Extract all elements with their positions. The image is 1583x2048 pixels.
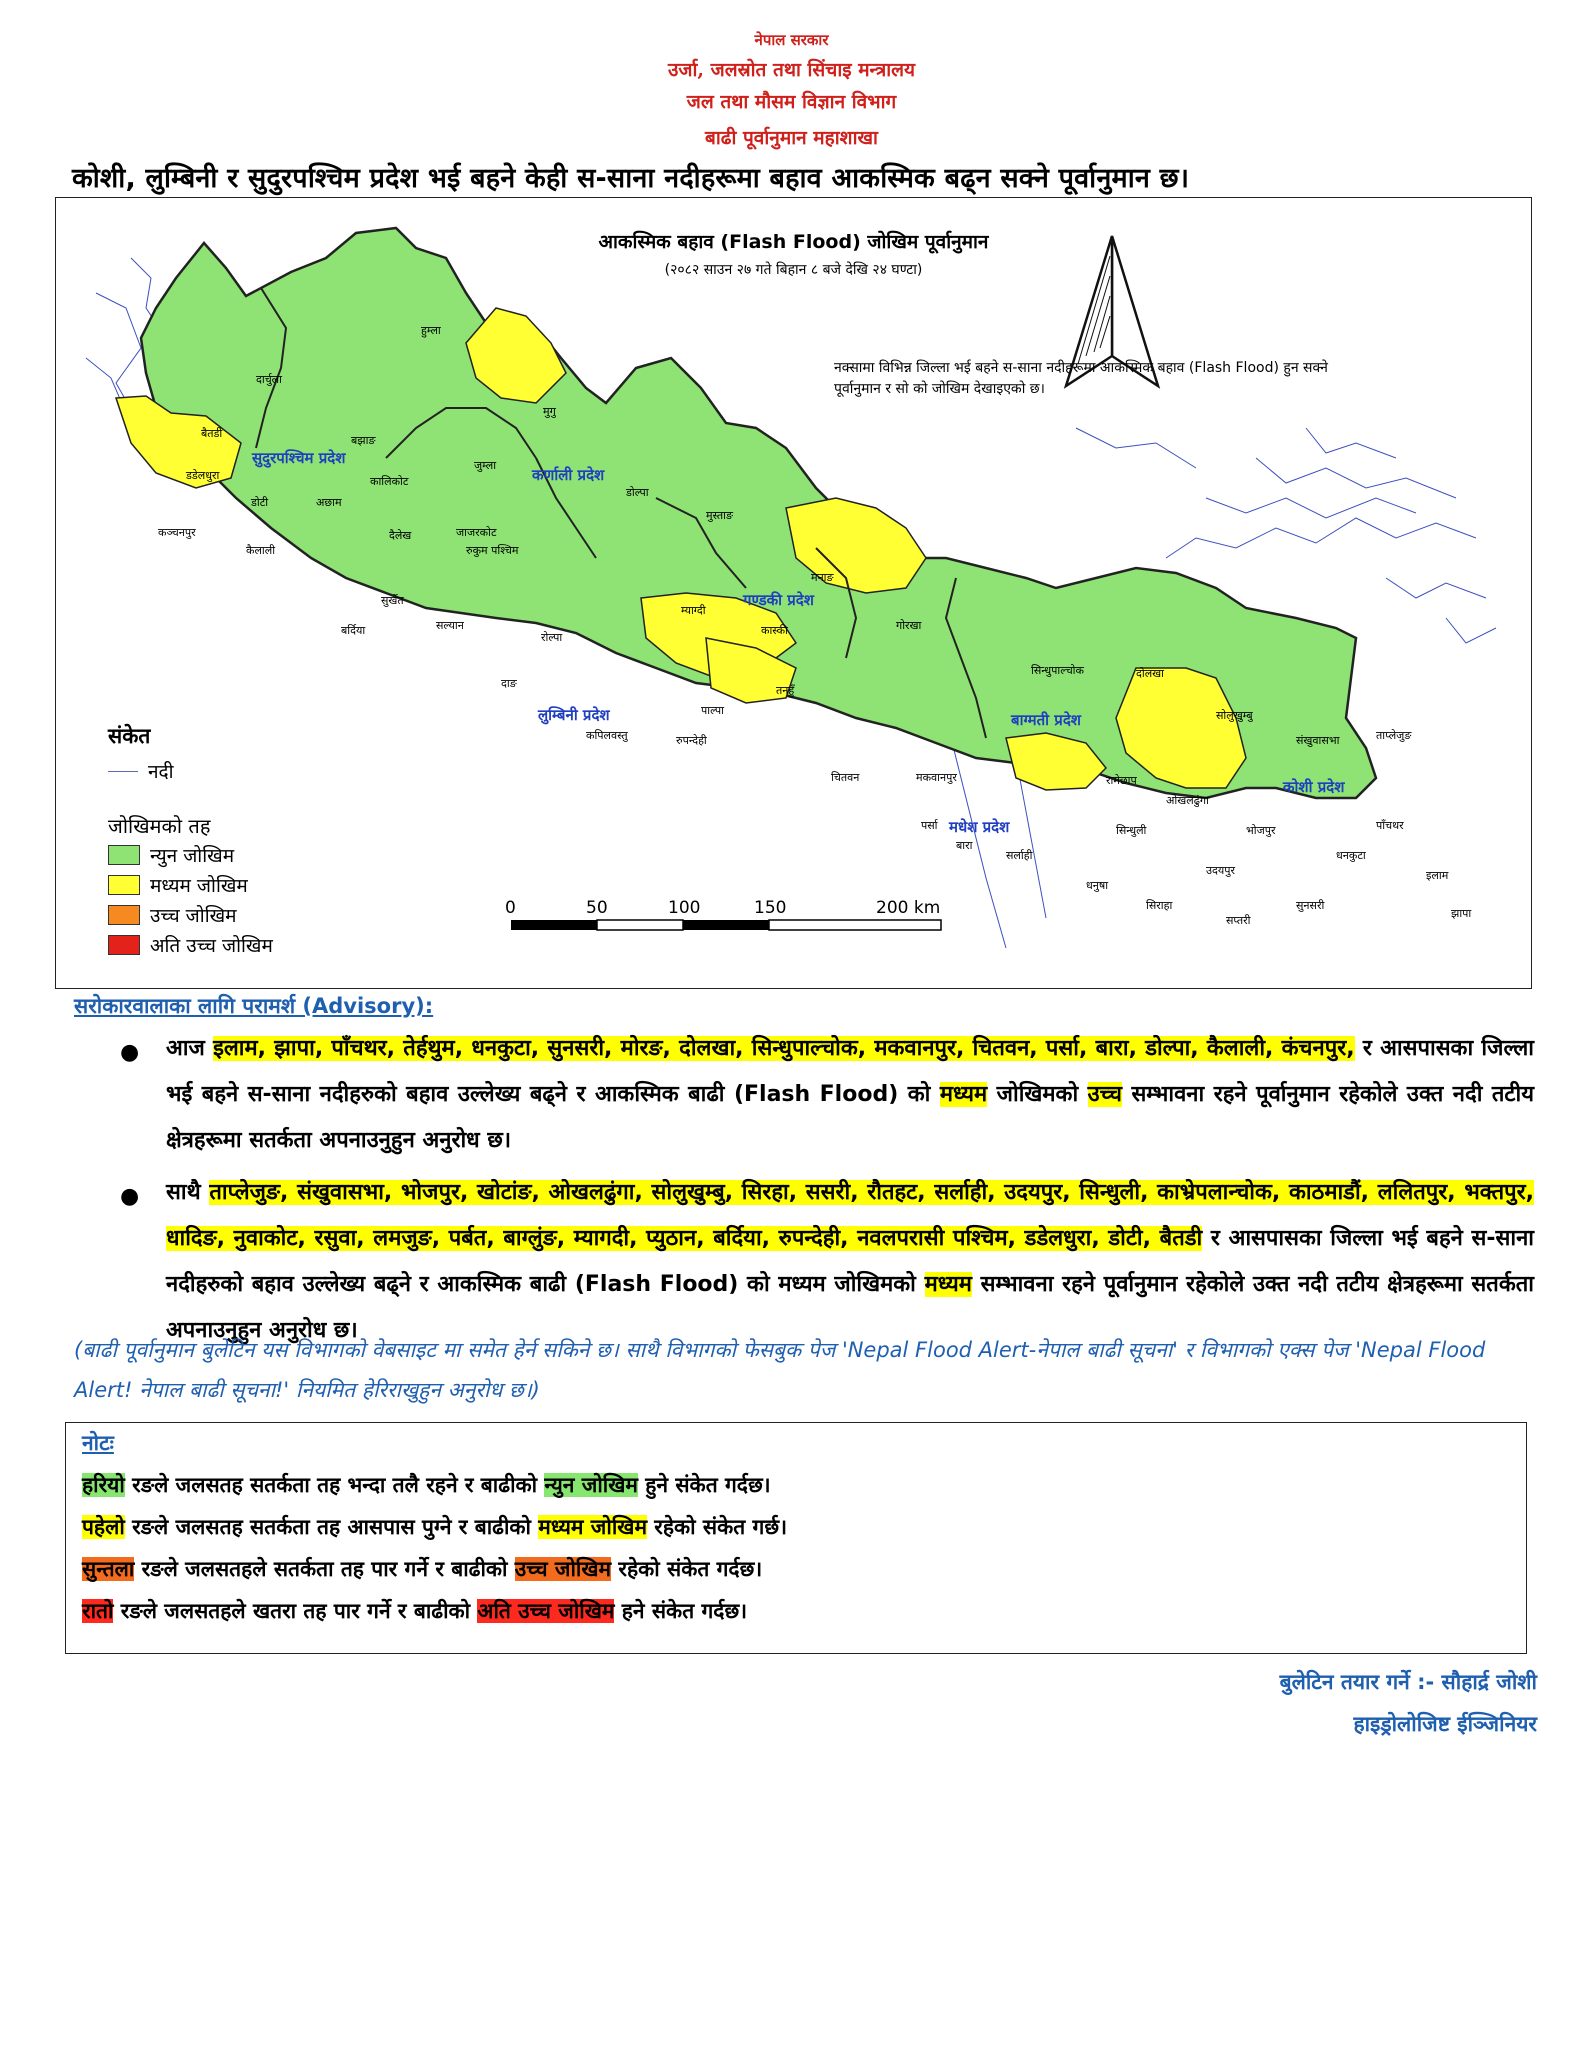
division-name: बाढी पूर्वानुमान महाशाखा [705, 127, 878, 149]
legend-low-label: न्युन जोखिम [150, 845, 235, 867]
district-label: सिन्धुपाल्चोक [1031, 664, 1084, 677]
text-span: सम्भावना रहने पूर्वानुमान रहेकोले उक्त नदी तटीय क्षेत्रहरूमा सतर्कता अपनाउनुहुन अनुरोध छ। [166, 1272, 1534, 1343]
district-label: इलाम [1426, 869, 1449, 882]
medium-risk-swatch [108, 875, 140, 895]
district-label: डडेलधुरा [186, 469, 220, 482]
highlight-medium: मध्यम [924, 1272, 972, 1297]
district-label: कञ्चनपुर [158, 526, 196, 539]
legend-river [108, 758, 174, 784]
ministry-name: उर्जा, जलस्रोत तथा सिंचाइ मन्त्रालय [667, 59, 916, 81]
province-label-madhesh: मधेश प्रदेश [949, 818, 1010, 836]
note-line-green [82, 1471, 771, 1499]
province-label-lumbini: लुम्बिनी प्रदेश [538, 706, 610, 724]
highlight-medium-districts: इलाम, झापा, पाँचथर, तेर्हथुम, धनकुटा, सुनसरी, मोरङ, दोलखा, सिन्धुपाल्चोक, मकवानपुर, चितवन, पर्सा, बारा, डोल्पा, कैलाली, कंचनपुर, [213, 1036, 1355, 1061]
district-label: दाङ [501, 677, 517, 690]
legend-very-high-label: अति उच्च जोखिम [150, 935, 273, 957]
district-label: ओखलढुंगा [1166, 794, 1209, 807]
legend-title: संकेत [108, 724, 151, 748]
note-color-word: हरियो [82, 1473, 125, 1497]
district-label: दोलखा [1136, 667, 1164, 680]
district-label: डोटी [251, 496, 269, 509]
text-span: रहेको संकेत गर्दछ। [611, 1557, 763, 1581]
district-label: म्याग्दी [681, 604, 706, 617]
scale-label: 0 [505, 898, 516, 918]
flash-flood-map [55, 197, 1532, 989]
note-risk-word: मध्यम जोखिम [538, 1515, 647, 1539]
district-label: रुकुम पश्चिम [466, 544, 519, 557]
district-label: जुम्ला [474, 459, 497, 472]
text-span: सम्भावना रहने पूर्वानुमान रहेकोले उक्त नदी तटीय क्षेत्रहरूमा सतर्कता अपनाउनुहुन अनुरोध छ। [166, 1082, 1534, 1153]
text-span: रङले जलसतह सतर्कता तह आसपास पुग्ने र बाढीको [124, 1515, 539, 1539]
district-label: रोल्पा [541, 631, 563, 644]
district-label: रुपन्देही [676, 734, 707, 747]
text-span: आज [166, 1036, 205, 1061]
district-label: बारा [956, 839, 973, 852]
color-note-box [65, 1422, 1527, 1654]
text-span: र आसपासका जिल्ला भई बहने स-साना नदीहरुको बहाव उल्लेख्य बढ्ने र आकस्मिक बाढी (Flash Flood) को मध्यम जोखिमको [166, 1226, 1535, 1297]
text-span: रङले जलसतहले सतर्कता तह पार गर्ने र बाढीको [134, 1557, 515, 1581]
prepared-by-title: हाइड्रोलोजिष्ट ईञ्जिनियर [1353, 1712, 1537, 1736]
prepared-by: बुलेटिन तयार गर्ने :- सौहार्द्र जोशी [1279, 1670, 1537, 1694]
province-label-karnali: कर्णाली प्रदेश [532, 466, 605, 484]
district-label: कास्की [761, 624, 788, 637]
note-line-yellow [82, 1513, 787, 1541]
district-label: सिन्धुली [1116, 824, 1147, 837]
text-span: साथै [166, 1180, 201, 1205]
district-label: उदयपुर [1206, 864, 1235, 877]
legend-medium [108, 872, 248, 898]
map-title: आकस्मिक बहाव (Flash Flood) जोखिम पूर्वानुमान [598, 231, 989, 253]
note-color-word: रातो [82, 1599, 114, 1623]
scale-label: 150 [754, 898, 787, 918]
note-risk-word: उच्च जोखिम [514, 1557, 612, 1581]
scale-label: 200 km [876, 898, 941, 918]
department-name: जल तथा मौसम विज्ञान विभाग [686, 91, 897, 113]
district-label: सर्लाही [1006, 849, 1033, 862]
district-label: ताप्लेजुङ [1376, 729, 1412, 742]
district-label: डोल्पा [626, 486, 649, 499]
text-span: रङले जलसतह सतर्कता तह भन्दा तलै रहने र बाढीको [124, 1473, 545, 1497]
text-span: र आसपासका जिल्ला भई बहने स-साना नदीहरुको बहाव उल्लेख्य बढ्ने र आकस्मिक बाढी (Flash Flood) को [166, 1036, 1534, 1107]
river-line-icon [108, 771, 138, 772]
district-label: मुगु [543, 405, 556, 418]
legend-low [108, 842, 234, 868]
province-label-gandaki: गण्डकी प्रदेश [743, 591, 814, 609]
province-label-sudurpaschim: सुदुरपश्चिम प्रदेश [252, 449, 346, 467]
note-color-word: सुन्तला [82, 1557, 135, 1581]
very-high-risk-swatch [108, 935, 140, 955]
district-label: तनहुँ [776, 684, 795, 697]
district-label: सुनसरी [1296, 899, 1325, 912]
district-label: सोलुखुम्बु [1216, 709, 1253, 722]
high-risk-swatch [108, 905, 140, 925]
legend-river-label: नदी [148, 761, 174, 783]
bullet-dot: ● [120, 1184, 140, 1209]
district-label: संखुवासभा [1296, 734, 1340, 747]
legend-medium-label: मध्यम जोखिम [150, 875, 248, 897]
note-line-red [82, 1597, 747, 1625]
district-label: सल्यान [436, 619, 464, 632]
district-label: चितवन [831, 771, 860, 784]
bulletin-headline: कोशी, लुम्बिनी र सुदुरपश्चिम प्रदेश भई बहने केही स-साना नदीहरूमा बहाव आकस्मिक बढ्न सक्ने पूर्वानुमान छ। [72, 163, 1190, 194]
district-label: धनकुटा [1336, 849, 1366, 862]
district-label: कालिकोट [370, 475, 409, 488]
district-label: बझाङ [351, 434, 376, 447]
district-label: भोजपुर [1246, 824, 1276, 837]
district-label: पाल्पा [701, 704, 724, 717]
district-label: मुस्ताङ [706, 509, 733, 522]
website-footnote: (बाढी पूर्वानुमान बुलेटिन यस विभागको वेबसाइट मा समेत हेर्न सकिने छ। साथै विभागको फेसबुक पेज 'Nepal Flood Alert-नेपाल बाढी सूचना' र विभागको एक्स पेज 'Nepal Flood Alert! नेपाल बाढी सूचना!' नियमित हेरिराखुहुन अनुरोध छ।) [74, 1338, 1486, 1402]
advisory-bullet-1 [166, 1026, 1534, 1164]
text-span: रङले जलसतहले खतरा तह पार गर्ने र बाढीको [113, 1599, 478, 1623]
district-label: हुम्ला [421, 324, 441, 337]
district-label: मनाङ [811, 571, 834, 584]
district-label: धनुषा [1086, 879, 1109, 892]
district-label: रामेछाप [1106, 774, 1137, 787]
district-label: दैलेख [389, 529, 412, 542]
scale-label: 100 [668, 898, 701, 918]
note-color-word: पहेलो [82, 1515, 125, 1539]
district-label: पर्सा [921, 819, 938, 832]
map-subtitle: (२०८२ साउन २७ गते बिहान ८ बजे देखि २४ घण्टा) [664, 262, 923, 278]
district-label: मकवानपुर [916, 771, 957, 784]
highlight-high: उच्च [1087, 1082, 1122, 1107]
bullet-dot: ● [120, 1040, 140, 1065]
district-label: जाजरकोट [456, 526, 497, 539]
district-label: बर्दिया [341, 624, 366, 637]
district-label: बैतडी [201, 427, 223, 440]
scale-label: 50 [586, 898, 608, 918]
advisory-heading: सरोकारवालाका लागि परामर्श (Advisory): [74, 994, 434, 1018]
note-risk-word: अति उच्च जोखिम [477, 1599, 615, 1623]
province-label-bagmati: बाग्मती प्रदेश [1011, 711, 1081, 729]
note-line-orange [82, 1555, 762, 1583]
district-label: कैलाली [246, 544, 276, 557]
text-span: रहेको संकेत गर्छ। [647, 1515, 788, 1539]
legend-high-label: उच्च जोखिम [150, 905, 237, 927]
scale-bar [511, 920, 941, 930]
govt-name: नेपाल सरकार [754, 31, 829, 49]
low-risk-swatch [108, 845, 140, 865]
text-span: हने संकेत गर्दछ। [614, 1599, 748, 1623]
district-label: सिराहा [1146, 899, 1173, 912]
advisory-bullet-2 [166, 1170, 1534, 1354]
district-label: कपिलवस्तु [586, 729, 628, 742]
highlight-medium-districts: ताप्लेजुङ, संखुवासभा, भोजपुर, खोटांङ, ओखलढुंगा, सोलुखुम्बु, सिरहा, ससरी, रौतहट, सर्लाही, उदयपुर, सिन्धुली, काभ्रेपलान्चोक, काठमाडौं, ललितपुर, भक्तपुर, धादिङ, नुवाकोट, रसुवा, लमजुङ, पर्बत, बाग्लुंङ, म्यागदी, प्युठान, बर्दिया, रुपन्देही, नवलपरासी पश्चिम, डडेलधुरा, डोटी, बैतडी [166, 1180, 1534, 1251]
district-label: सप्तरी [1226, 914, 1251, 927]
district-label: पाँचथर [1376, 819, 1404, 832]
note-risk-word: न्युन जोखिम [544, 1473, 638, 1497]
text-span: जोखिमको [996, 1082, 1079, 1107]
district-label: गोरखा [896, 619, 922, 632]
district-label: दार्चुला [256, 373, 282, 386]
legend-high [108, 902, 237, 928]
district-label: सुर्खेत [381, 594, 404, 607]
legend-very-high [108, 932, 273, 958]
map-note: नक्सामा विभिन्न जिल्ला भई बहने स-साना नदीहरूमा आकस्मिक बहाव (Flash Flood) हुन सक्ने पूर्वानुमान र सो को जोखिम देखाइएको छ। [834, 360, 1328, 397]
district-label: झापा [1451, 907, 1472, 920]
province-label-koshi: कोशी प्रदेश [1283, 778, 1345, 796]
district-label: अछाम [316, 496, 342, 509]
highlight-medium: मध्यम [939, 1082, 988, 1107]
legend-risk-title: जोखिमको तह [108, 814, 211, 838]
text-span: हुने संकेत गर्दछ। [637, 1473, 771, 1497]
note-heading: नोटः [82, 1431, 114, 1455]
